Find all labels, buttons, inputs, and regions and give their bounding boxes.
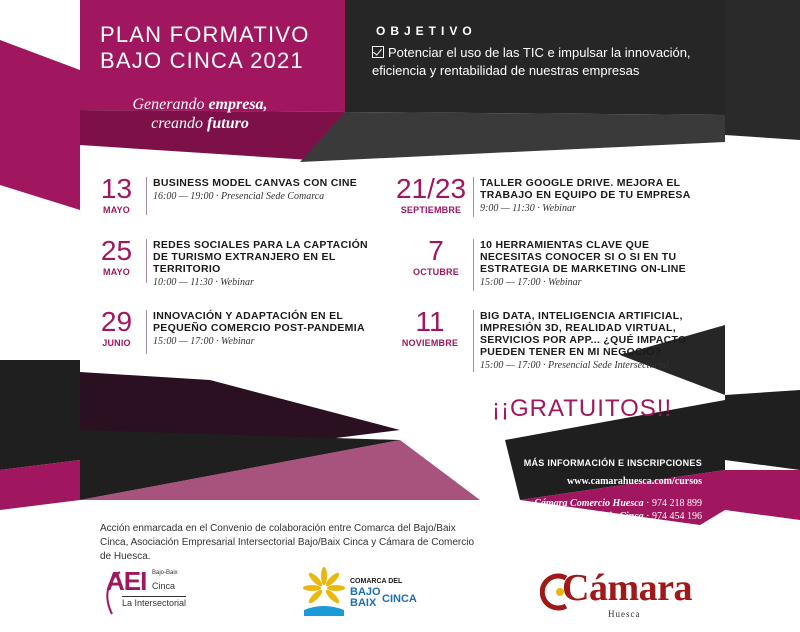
page-title: PLAN FORMATIVO BAJO CINCA 2021	[100, 22, 310, 73]
tagline: Generando empresa, creando futuro	[132, 96, 268, 132]
event-item	[405, 237, 720, 291]
objective-heading: OBJETIVO	[376, 24, 477, 38]
contact-line: Cámara Comercio Huesca · 974 218 899	[534, 498, 702, 509]
event-date: 25 MAYO	[100, 235, 133, 277]
contact-line: La Intersectorial · 974 473 565	[574, 524, 702, 535]
event-detail: 16:00 — 19:00 · Presencial Sede Comarca	[153, 191, 325, 202]
event-date: 11 NOVIEMBRE	[401, 306, 459, 348]
event-title: REDES SOCIALES PARA LA CAPTACIÓN DE TURISMO EXTRANJERO EN EL TERRITORIO	[153, 239, 368, 275]
event-item	[93, 308, 373, 354]
comarca-logo: COMARCA DEL BAJO BAIX CINCA	[300, 566, 440, 620]
event-date: 21/23 SEPTIEMBRE	[395, 173, 467, 215]
event-title: INNOVACIÓN Y ADAPTACIÓN EN EL PEQUEÑO COMERCIO POST-PANDEMIA	[153, 310, 365, 334]
event-date: 29 JUNIO	[100, 306, 133, 348]
info-heading: MÁS INFORMACIÓN E INSCRIPCIONES	[523, 458, 702, 468]
event-detail: 15:00 — 17:00 · Webinar	[480, 277, 582, 288]
event-title: 10 HERRAMIENTAS CLAVE QUE NECESITAS CONOCER SI O SI EN TU ESTRATEGIA DE MARKETING ON-LINE	[480, 239, 686, 275]
objective-text: Potenciar el uso de las TIC e impulsar la innovación, eficiencia y rentabilidad de nuestras empresas	[372, 45, 691, 78]
checkbox-icon	[372, 46, 384, 58]
event-item	[93, 175, 363, 215]
camara-logo: Cámara Huesca	[540, 566, 710, 622]
footer-text: Acción enmarcada en el Convenio de colaboración entre Comarca del Bajo/Baix Cinca, Asociación Empresarial Intersectorial Bajo/Baix Cinca y Cámara de Comercio de Huesca.	[100, 523, 475, 562]
aei-logo: AEI Bajo-Baix Cinca La Intersectorial	[100, 566, 205, 618]
contact-info	[524, 458, 702, 536]
free-banner: ¡¡GRATUITOS!!	[492, 395, 673, 422]
event-detail: 15:00 — 17:00 · Webinar	[153, 336, 255, 347]
event-detail: 9:00 — 11:30 · Webinar	[480, 203, 576, 214]
event-detail: 10:00 — 11:30 · Webinar	[153, 277, 254, 288]
event-title: BIG DATA, INTELIGENCIA ARTIFICIAL, IMPRESIÓN 3D, REALIDAD VIRTUAL, SERVICIOS POR APP... ¿QUÉ IMPACTO PUEDEN TENER EN MI NEGOCIO?	[480, 310, 687, 358]
event-item	[395, 175, 715, 217]
event-item	[93, 237, 383, 288]
website-link[interactable]: www.camarahuesca.com/cursos	[567, 476, 702, 487]
sun-icon	[300, 566, 348, 618]
contact-line: Comarca Bajo /Baix Cinca · 974 454 196	[532, 511, 702, 522]
event-item	[393, 308, 720, 372]
event-title: TALLER GOOGLE DRIVE. MEJORA EL TRABAJO EN EQUIPO DE TU EMPRESA	[480, 177, 691, 201]
event-date: 13 MAYO	[100, 173, 133, 215]
event-date: 7 OCTUBRE	[413, 235, 459, 277]
event-title: BUSINESS MODEL CANVAS CON CINE	[153, 177, 358, 189]
event-detail: 15:00 — 17:00 · Presencial Sede Intersectorial	[480, 360, 669, 371]
